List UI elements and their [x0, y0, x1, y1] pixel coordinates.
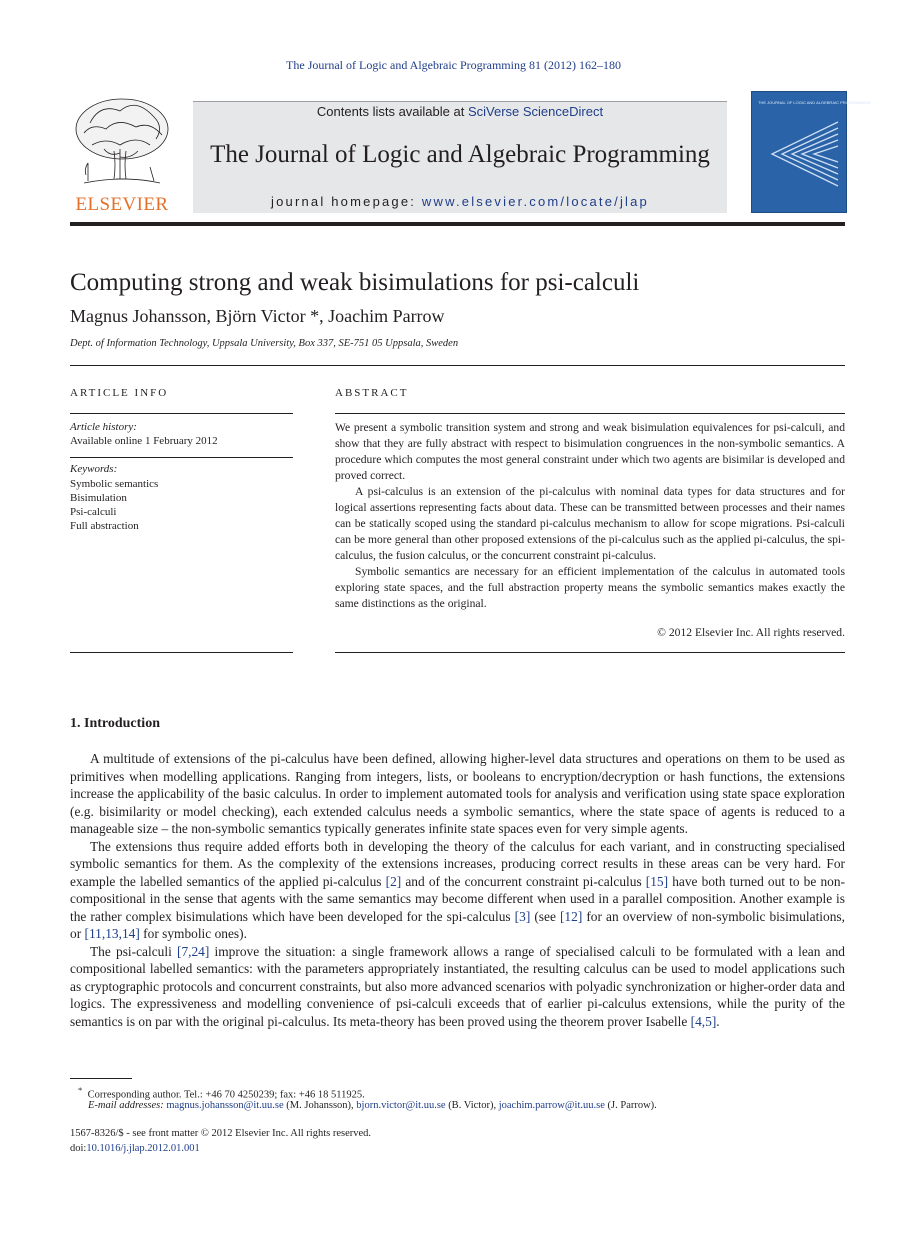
text: for symbolic ones). — [139, 926, 247, 941]
email-owner: (B. Victor), — [445, 1100, 499, 1111]
citation-link[interactable]: [7,24] — [176, 943, 210, 959]
keyword: Symbolic semantics — [70, 478, 159, 490]
text: have both turned out to be non-compositional in the sense that agents with the same semantics may become different when used in a parallel composition. Another example is the rather complex bisimulations which have been developed for the spi-calculus — [70, 873, 845, 924]
divider — [335, 652, 845, 653]
text: and of the concurrent constraint pi-calculus — [401, 873, 646, 889]
body-paragraph: A multitude of extensions of the pi-calculus have been defined, allowing higher-level data structures and operations on them to be used as primitives when modelling applications. Ranging from integers, lists, or booleans to encryption/decryption or hash functions, the extensions increase the applicability of the basic calculus. In order to implement automated tools for analysis and verification using state space exploration (e.g. bisimilarity or model checking), each extended calculus needs a symbolic semantics, where the state space of agents is reduced to a manageable size – the non-symbolic semantics typically generates infinite state spaces even for very simple agents. — [70, 751, 845, 836]
text: . — [716, 1013, 720, 1029]
keyword-list — [70, 477, 158, 533]
divider — [70, 413, 293, 414]
citation-link[interactable]: [4,5] — [690, 1013, 717, 1029]
doi-link[interactable]: 10.1016/j.jlap.2012.01.001 — [86, 1143, 200, 1154]
email-addresses — [88, 1100, 657, 1111]
abstract-paragraph: We present a symbolic transition system and strong and weak bisimulation equivalences for psi-calculi, and show that they are fully abstract with respect to bisimulation congruences in the non-symbolic semantics. A procedure which computes the most general constraint under which two agents are bisimilar is developed and proved correct. — [335, 421, 845, 482]
citation-link[interactable]: [12] — [559, 908, 583, 924]
divider — [335, 413, 845, 414]
copyright-notice: © 2012 Elsevier Inc. All rights reserved. — [657, 626, 845, 639]
footnote-marker: * — [78, 1085, 83, 1095]
citation-link[interactable]: [15] — [645, 873, 669, 889]
divider — [70, 365, 845, 366]
text: improve the situation: a single framework allows a range of specialised calculi to be formulated with a lean and compositional labelled semantics: with the parameters appropriately instantiated, the resulting calculus can be used to model applications such as cryptographic protocols and concurrent constraints, but also more advanced scenarios with polyadic synchronization or higher-order data and logics. The expressiveness and modelling convenience of psi-calculi exceeds that of earlier pi-calculus extensions, while the purity of the semantics is on par with the original pi-calculus. Its meta-theory has been proved using the theorem prover Isabelle — [70, 943, 845, 1029]
citation-link[interactable]: [2] — [385, 873, 402, 889]
journal-title: The Journal of Logic and Algebraic Programming — [210, 141, 710, 168]
abstract-paragraph: Symbolic semantics are necessary for an efficient implementation of the calculus in automated tools exploring state spaces, and the full abstraction property means the symbolic semantics makes exactly the same distinctions as the original. — [335, 565, 845, 610]
article-title: Computing strong and weak bisimulations for psi-calculi — [70, 269, 640, 296]
email-link[interactable]: joachim.parrow@it.uu.se — [498, 1100, 605, 1111]
abstract-paragraph: A psi-calculus is an extension of the pi-calculus with nominal data types for data structures and for logical assertions representing facts about data. These can be transmitted between processes and their names can be statically scoped using the standard pi-calculus mechanism to allow for scope migrations. Psi-calculi can be more general than other proposed extensions of the pi-calculus such as the applied pi-calculus, the spi-calculus, the fusion calculus, or the concurrent constraint pi-calculus. — [335, 485, 845, 562]
header-rule — [70, 222, 845, 226]
citation-link[interactable]: [11,13,14] — [84, 926, 140, 941]
doi-line — [70, 1143, 200, 1154]
corresponding-author-note — [78, 1085, 365, 1101]
email-link[interactable]: bjorn.victor@it.uu.se — [356, 1100, 446, 1111]
sciencedirect-link[interactable]: SciVerse ScienceDirect — [467, 104, 604, 119]
homepage-prefix: journal homepage: — [271, 194, 422, 209]
contents-line — [193, 104, 727, 119]
divider — [70, 457, 293, 458]
text: for an overview of non-symbolic bisimulations, or — [70, 908, 845, 941]
doi-label: doi: — [70, 1143, 87, 1154]
keyword: Full abstraction — [70, 520, 139, 532]
abstract-body — [335, 420, 845, 612]
footnote-rule — [70, 1078, 132, 1079]
journal-homepage — [193, 194, 727, 209]
author-affiliation: Dept. of Information Technology, Uppsala University, Box 337, SE-751 05 Uppsala, Sweden — [70, 338, 459, 349]
article-info-heading: ARTICLE INFO — [70, 387, 169, 399]
email-link[interactable]: magnus.johansson@it.uu.se — [166, 1100, 284, 1111]
journal-reference[interactable]: The Journal of Logic and Algebraic Programming 81 (2012) 162–180 — [286, 58, 621, 72]
citation-link[interactable]: [3] — [514, 908, 531, 924]
body-paragraph — [70, 943, 845, 1031]
introduction-body — [70, 750, 845, 1030]
elsevier-wordmark: ELSEVIER — [75, 194, 169, 215]
corresponding-text: Corresponding author. Tel.: +46 70 4250239; fax: +46 18 511925. — [87, 1089, 365, 1101]
email-owner: (J. Parrow). — [604, 1100, 657, 1111]
cover-arrow-icon — [752, 92, 872, 212]
issn-line: 1567-8326/$ - see front matter © 2012 Elsevier Inc. All rights reserved. — [70, 1128, 372, 1139]
history-value: Available online 1 February 2012 — [70, 435, 218, 447]
divider — [70, 652, 293, 653]
article-authors: Magnus Johansson, Björn Victor *, Joachim Parrow — [70, 306, 445, 326]
history-label: Article history: — [70, 421, 137, 433]
tree-icon — [70, 93, 174, 193]
keywords-label: Keywords: — [70, 463, 118, 475]
keyword: Psi-calculi — [70, 506, 117, 518]
homepage-link[interactable]: www.elsevier.com/locate/jlap — [421, 194, 649, 209]
section-heading: 1. Introduction — [70, 716, 160, 731]
body-paragraph — [70, 838, 845, 943]
text: The psi-calculi — [90, 943, 177, 959]
cover-caption: THE JOURNAL OF LOGIC AND ALGEBRAIC PROGRAMMING — [758, 100, 872, 105]
keyword: Bisimulation — [70, 492, 127, 504]
contents-prefix: Contents lists available at — [316, 104, 468, 119]
journal-cover-image — [751, 91, 872, 213]
text: (see — [530, 908, 560, 924]
text: The extensions thus require added efforts both in developing the theory of the calculus for each variant, and in constructing specialised symbolic semantics for them. As the complexity of the extensions increases, producing correct results in these areas can be very hard. For example the labelled semantics of the applied pi-calculus — [70, 838, 845, 889]
email-owner: (M. Johansson), — [283, 1100, 357, 1111]
abstract-heading: ABSTRACT — [335, 387, 409, 399]
email-label: E-mail addresses: — [88, 1100, 164, 1111]
